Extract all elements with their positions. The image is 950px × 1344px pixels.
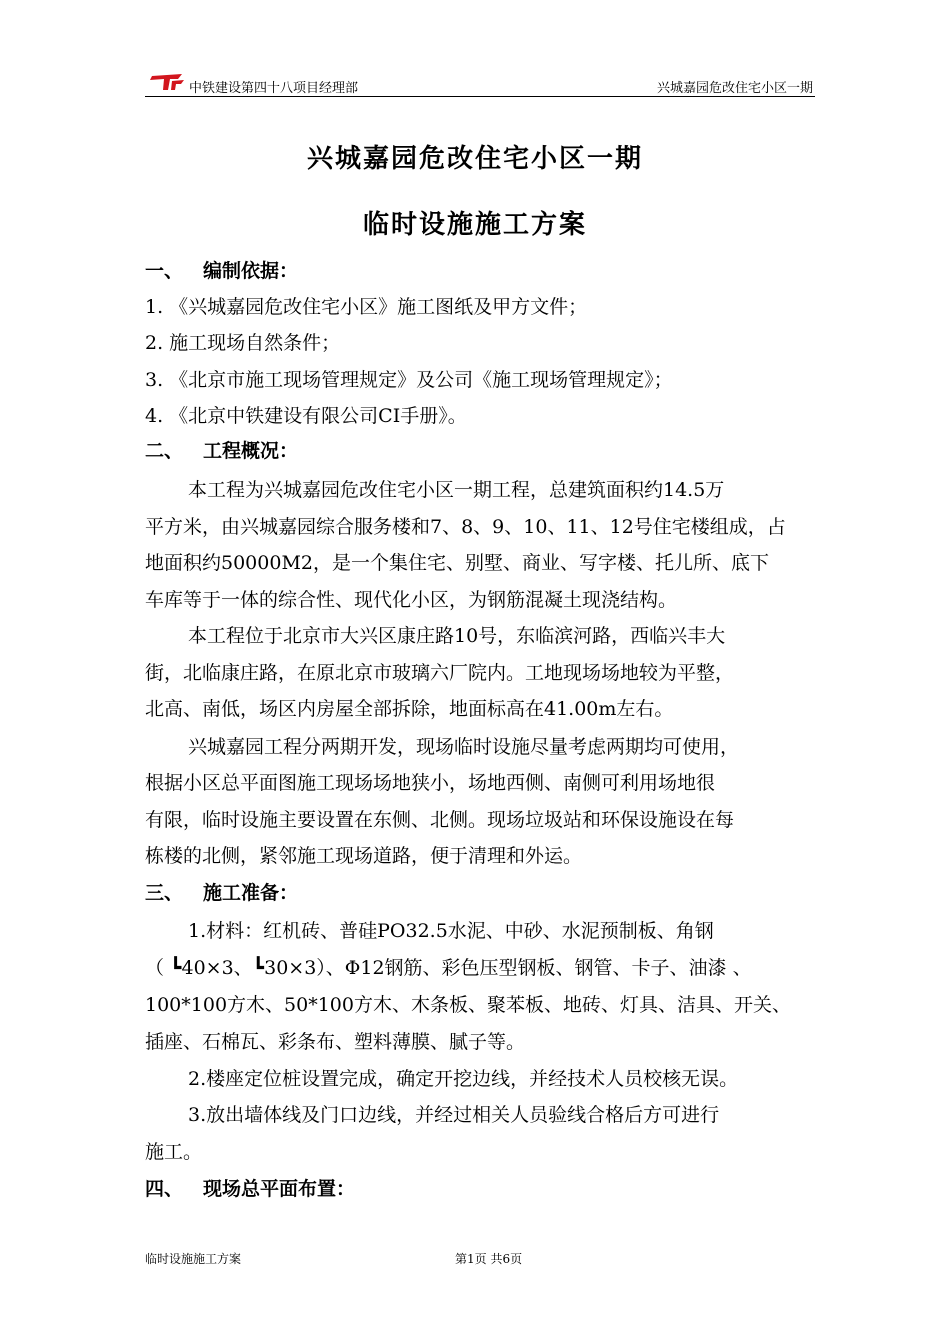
paragraph-line: 车库等于一体的综合性、现代化小区，为钢筋混凝土现浇结构。 xyxy=(145,589,678,611)
list-item: 3. 《北京市施工现场管理规定》及公司《施工现场管理规定》； xyxy=(145,369,673,391)
section-heading-overview: 二、 工程概况： xyxy=(145,440,299,462)
header-project: 兴城嘉园危改住宅小区一期 xyxy=(656,81,813,96)
section-heading-layout: 四、 现场总平面布置： xyxy=(145,1178,356,1200)
page-header xyxy=(145,70,815,97)
paragraph-line: 施工。 xyxy=(145,1141,203,1163)
list-item: 4. 《北京中铁建设有限公司CI手册》。 xyxy=(145,405,467,427)
paragraph-line: 地面积约50000M2，是一个集住宅、别墅、商业、写字楼、托儿所、底下 xyxy=(145,552,769,574)
paragraph-line: 1.材料：红机砖、普硅PO32.5水泥、中砂、水泥预制板、角钢 xyxy=(188,920,714,942)
paragraph-line: 插座、石棉瓦、彩条布、塑料薄膜、腻子等。 xyxy=(145,1031,526,1053)
section-heading-preparation: 三、 施工准备： xyxy=(145,882,299,904)
list-item: 2. 施工现场自然条件； xyxy=(145,332,341,354)
paragraph-line: 本工程位于北京市大兴区康庄路10号，东临滨河路，西临兴丰大 xyxy=(188,625,726,647)
paragraph-line: 兴城嘉园工程分两期开发，现场临时设施尽量考虑两期均可使用， xyxy=(188,736,740,758)
paragraph-line: 3.放出墙体线及门口边线，并经过相关人员验线合格后方可进行 xyxy=(188,1104,720,1126)
company-logo-icon xyxy=(148,72,188,92)
document-title: 兴城嘉园危改住宅小区一期 xyxy=(306,144,643,174)
paragraph-line: 根据小区总平面图施工现场场地狭小，场地西侧、南侧可利用场地很 xyxy=(145,772,716,794)
paragraph-line: 2.楼座定位桩设置完成，确定开挖边线，并经技术人员校核无误。 xyxy=(188,1068,739,1090)
list-item: 1. 《兴城嘉园危改住宅小区》施工图纸及甲方文件； xyxy=(145,296,588,318)
section-heading-basis: 一、 编制依据： xyxy=(145,260,299,282)
footer-doc-name: 临时设施施工方案 xyxy=(145,1252,242,1266)
paragraph-line: 有限，临时设施主要设置在东侧、北侧。现场垃圾站和环保设施设在每 xyxy=(145,809,735,831)
paragraph-line: 栋楼的北侧，紧邻施工现场道路，便于清理和外运。 xyxy=(145,845,583,867)
header-company: 中铁建设第四十八项目经理部 xyxy=(189,81,359,96)
paragraph-line: 北高、南低，场区内房屋全部拆除，地面标高在41.00m左右。 xyxy=(145,698,674,720)
paragraph-line: 平方米，由兴城嘉园综合服务楼和7、8、9、10、11、12号住宅楼组成，占 xyxy=(145,516,786,538)
paragraph-line: 本工程为兴城嘉园危改住宅小区一期工程，总建筑面积约14.5万 xyxy=(188,479,725,501)
page-number: 第1页 共6页 xyxy=(455,1252,523,1266)
paragraph-line: （ ┗40×3、┗30×3）、Φ12钢筋、彩色压型钢板、钢管、卡子、油漆 、 xyxy=(145,957,752,979)
document-subtitle: 临时设施施工方案 xyxy=(362,210,587,240)
paragraph-line: 100*100方木、50*100方木、木条板、聚苯板、地砖、灯具、洁具、开关、 xyxy=(145,994,791,1016)
paragraph-line: 街，北临康庄路，在原北京市玻璃六厂院内。工地现场场地较为平整， xyxy=(145,662,735,684)
